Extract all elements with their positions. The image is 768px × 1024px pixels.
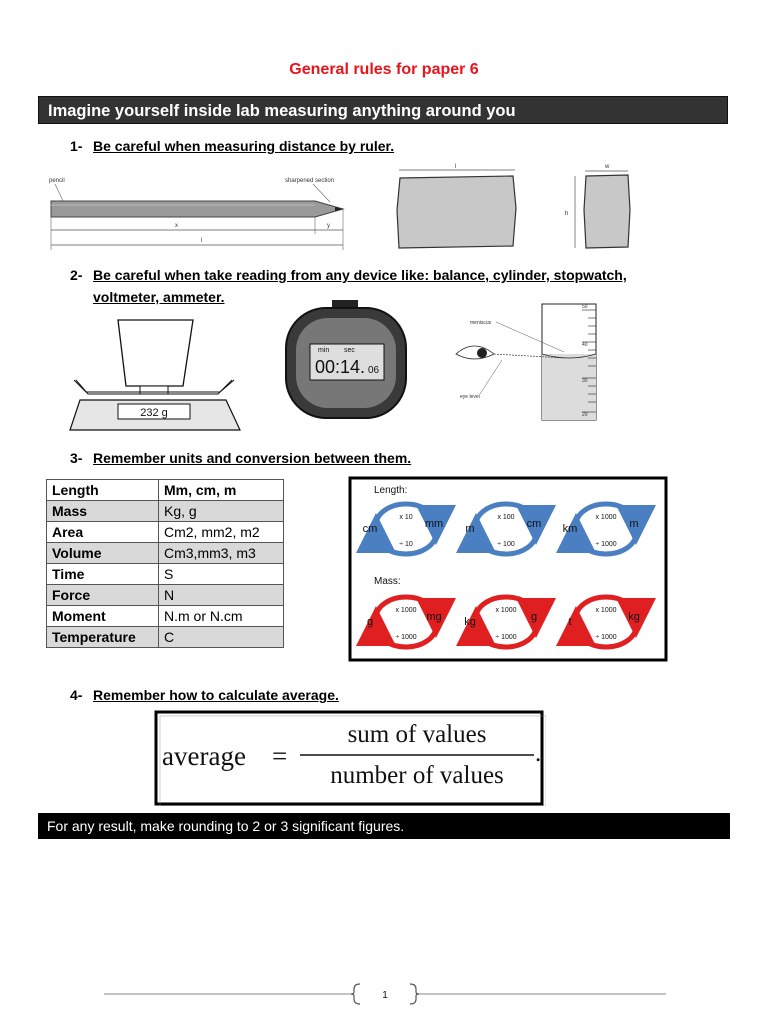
block-height-label: h <box>565 211 569 217</box>
pencil-shape <box>51 201 343 217</box>
page-footer <box>104 982 666 1006</box>
page-title: General rules for paper 6 <box>289 61 479 78</box>
eye-level-label: eye level <box>460 394 480 400</box>
to-unit: mg <box>426 611 442 623</box>
cylinder-tick-50: 50 <box>582 304 588 310</box>
rule-number: 2- <box>70 267 83 283</box>
pencil-ruler-figure <box>45 168 355 256</box>
rounding-note: For any result, make rounding to 2 or 3 significant figures. <box>38 813 730 839</box>
x-label: x <box>175 223 178 229</box>
table-row: Area Cm2, mm2, m2 <box>47 522 284 543</box>
block-width-label: w <box>605 164 610 170</box>
rule-text: Be careful when measuring distance by ruler. <box>93 138 395 154</box>
table-row: Time S <box>47 564 284 585</box>
rule-number: 4- <box>70 687 83 703</box>
pencil-label: pencil <box>49 178 65 184</box>
page-number: 1 <box>382 990 388 1001</box>
average-formula <box>154 710 546 806</box>
rule-text: Remember how to calculate average. <box>93 687 339 703</box>
multiply-label: x 1000 <box>595 514 617 521</box>
units-table <box>46 479 284 648</box>
multiply-label: x 10 <box>399 514 413 521</box>
to-unit: kg <box>628 611 640 623</box>
balance-reading: 232 g <box>140 407 168 419</box>
divide-label: ÷ 100 <box>497 541 515 548</box>
multiply-label: x 1000 <box>395 607 417 614</box>
formula-dot: . <box>535 740 542 767</box>
multiply-label: x 1000 <box>595 607 617 614</box>
from-unit: kg <box>464 616 476 628</box>
table-row: Temperature C <box>47 627 284 648</box>
stopwatch-figure <box>282 300 410 420</box>
rule-text-line2: voltmeter, ammeter. <box>93 289 225 305</box>
to-unit: cm <box>526 518 542 530</box>
block-small <box>584 175 630 248</box>
stopwatch-sec-label: sec <box>344 347 355 354</box>
from-unit: km <box>562 523 578 535</box>
l-label: l <box>201 238 203 244</box>
mass-heading: Mass: <box>374 576 401 587</box>
from-unit: m <box>465 523 475 535</box>
to-unit: g <box>530 611 538 623</box>
divide-label: ÷ 10 <box>399 541 413 548</box>
balance-figure <box>68 318 248 436</box>
meniscus-label: meniscus <box>470 320 492 326</box>
rule-number: 1- <box>70 138 83 154</box>
cylinder-tick-30: 30 <box>582 378 588 384</box>
cylinder-figure <box>452 302 600 422</box>
cylinder-tick-40: 40 <box>582 342 588 348</box>
stopwatch-time: 00:14. <box>315 357 366 377</box>
from-unit: g <box>366 616 374 628</box>
stopwatch-hundredths: 06 <box>368 365 380 376</box>
block-figures <box>385 160 635 255</box>
table-row: Moment N.m or N.cm <box>47 606 284 627</box>
table-row: Force N <box>47 585 284 606</box>
eye-icon <box>456 346 494 359</box>
divide-label: ÷ 1000 <box>595 634 617 641</box>
to-unit: m <box>629 518 639 530</box>
multiply-label: x 1000 <box>495 607 517 614</box>
block-length-label: l <box>455 164 457 170</box>
rule-text: Be careful when take reading from any device like: balance, cylinder, stopwatch, <box>93 267 627 283</box>
stopwatch-min-label: min <box>318 347 330 354</box>
block-large <box>397 176 516 248</box>
to-unit: mm <box>424 518 444 530</box>
multiply-label: x 100 <box>497 514 515 521</box>
divide-label: ÷ 1000 <box>495 634 517 641</box>
from-unit: t <box>568 616 572 628</box>
from-unit: cm <box>362 523 378 535</box>
conversion-diagram <box>348 476 668 662</box>
table-row: Volume Cm3,mm3, m3 <box>47 543 284 564</box>
divide-label: ÷ 1000 <box>595 541 617 548</box>
formula-numerator: sum of values <box>347 721 487 748</box>
section-banner: Imagine yourself inside lab measuring anything around you <box>38 96 728 124</box>
formula-lhs: average <box>162 741 246 771</box>
y-label: y <box>327 223 330 229</box>
sharpened-label: sharpened section <box>285 178 335 184</box>
table-row: Length Mm, cm, m <box>47 480 284 501</box>
table-row: Mass Kg, g <box>47 501 284 522</box>
formula-equals: = <box>272 741 288 771</box>
rule-number: 3- <box>70 450 83 466</box>
length-heading: Length: <box>374 485 408 496</box>
formula-denominator: number of values <box>330 762 504 789</box>
rule-text: Remember units and conversion between them. <box>93 450 412 466</box>
cylinder-tick-20: 20 <box>582 412 588 418</box>
divide-label: ÷ 1000 <box>395 634 417 641</box>
